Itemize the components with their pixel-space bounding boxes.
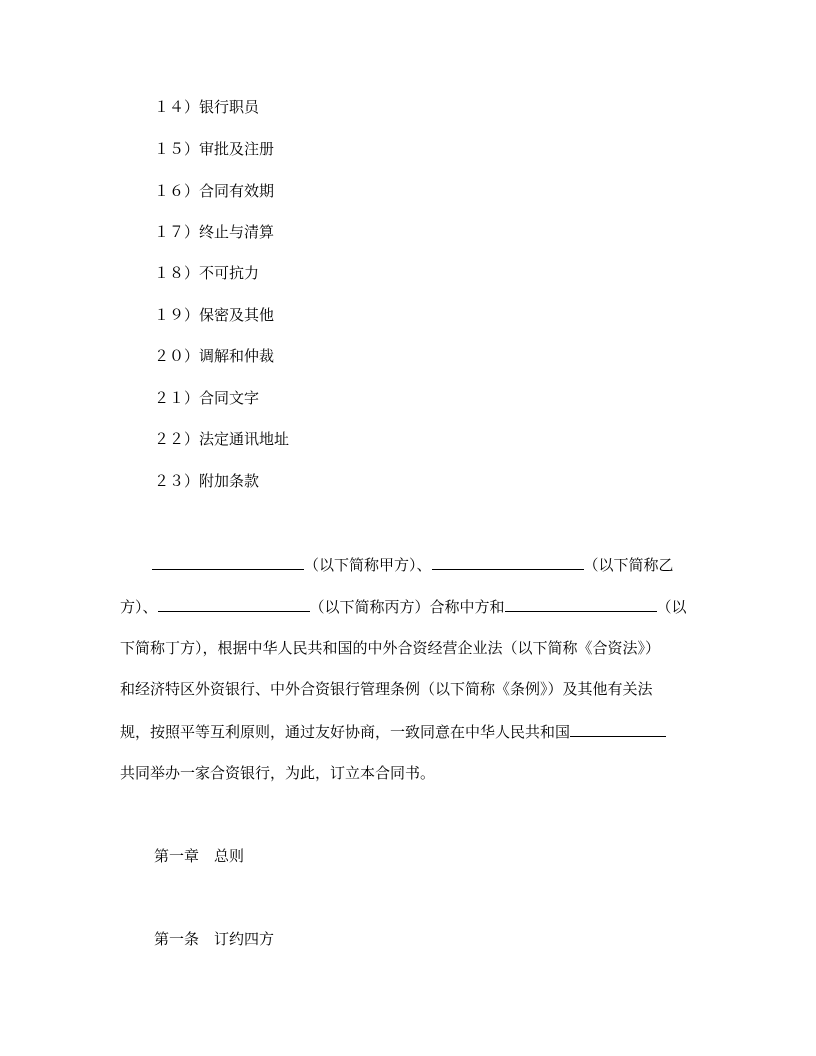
- toc-item: ２０）调解和仲裁: [154, 347, 275, 365]
- blank-party-d: [505, 595, 657, 612]
- preamble-line-4: 和经济特区外资银行、中外合资银行管理条例（以下简称《条例》）及其他有关法: [120, 680, 653, 698]
- preamble-line-1: [152, 553, 674, 575]
- preamble-text: 规，按照平等互利原则，通过友好协商，一致同意在中华人民共和国: [120, 723, 571, 741]
- toc-item: １６）合同有效期: [154, 182, 275, 200]
- blank-party-b: [432, 553, 584, 570]
- blank-party-c: [158, 595, 310, 612]
- toc-item: ２１）合同文字: [154, 389, 260, 407]
- toc-item: ２３）附加条款: [154, 472, 260, 490]
- preamble-line-5: [120, 720, 666, 742]
- preamble-line-2: [120, 595, 687, 617]
- blank-location: [570, 720, 666, 737]
- preamble-text: （以下简称丙方）合称中方和: [309, 598, 505, 616]
- preamble-line-3: 下简称丁方），根据中华人民共和国的中外合资经营企业法（以下简称《合资法》）: [120, 639, 661, 657]
- preamble-text: （以下简称乙: [583, 556, 674, 574]
- toc-item: １７）终止与清算: [154, 223, 275, 241]
- preamble-text: 方）、: [120, 598, 158, 616]
- preamble-text: （以下简称甲方）、: [304, 556, 432, 574]
- article-title: 第一条 订约四方: [154, 930, 275, 948]
- toc-item: ２２）法定通讯地址: [154, 430, 290, 448]
- toc-item: １８）不可抗力: [154, 264, 260, 282]
- toc-item: １４）银行职员: [154, 98, 260, 116]
- blank-party-a: [152, 553, 304, 570]
- preamble-text: （以: [656, 598, 687, 616]
- chapter-title: 第一章 总则: [154, 847, 245, 865]
- toc-item: １５）审批及注册: [154, 140, 275, 158]
- toc-item: １９）保密及其他: [154, 306, 275, 324]
- preamble-line-6: 共同举办一家合资银行，为此，订立本合同书。: [120, 764, 436, 782]
